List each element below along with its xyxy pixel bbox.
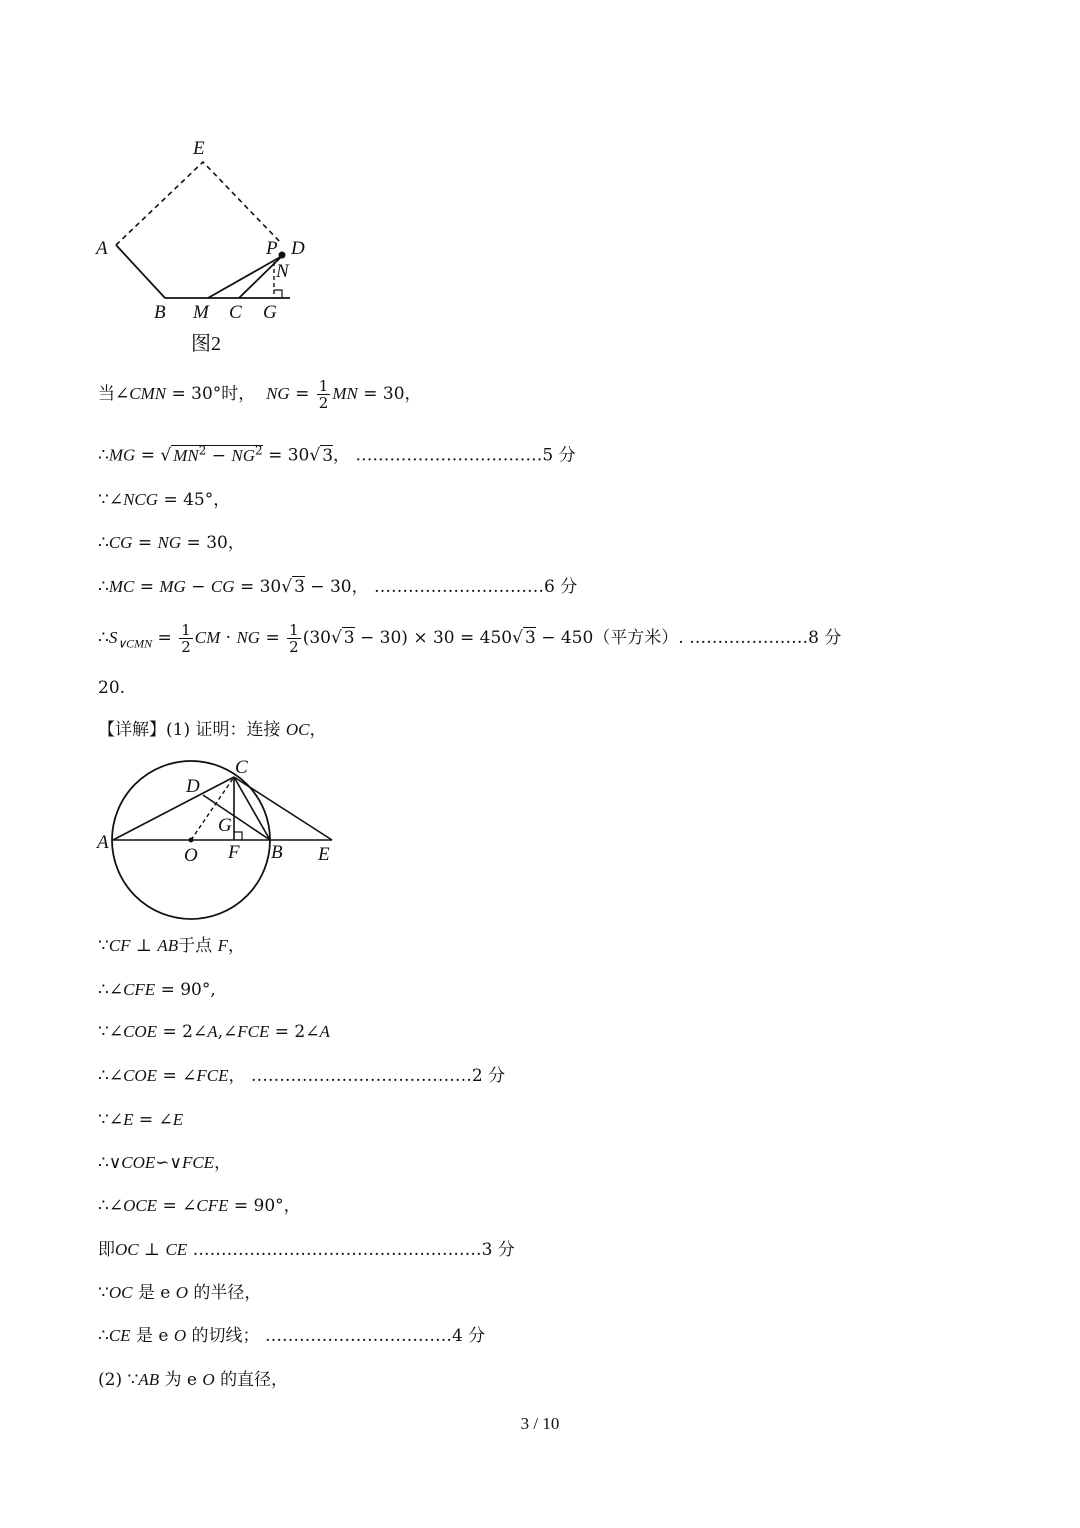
t: MC [108, 577, 135, 596]
t: = ∠ [162, 1066, 197, 1086]
t: OC [285, 720, 310, 739]
figure-2-pentagon [90, 130, 330, 360]
t: ， [228, 1066, 246, 1086]
t: 于点 [178, 936, 213, 956]
t: = 30 [239, 577, 282, 597]
t: S [108, 628, 118, 647]
label-D: D [291, 238, 305, 259]
t: O [175, 1283, 189, 1302]
point-P [279, 252, 286, 259]
label-F: F [228, 842, 240, 863]
t: ∴∠ [98, 980, 124, 1000]
t: NG [157, 533, 182, 552]
label-E: E [318, 844, 330, 865]
t: 3 [294, 577, 305, 597]
t: ， [333, 445, 351, 466]
t: A [319, 1022, 330, 1041]
fraction [287, 622, 301, 655]
leader-dots: ………………………………… [250, 1066, 472, 1086]
t: F [217, 936, 228, 955]
t: ∵ [98, 1283, 109, 1303]
label-A: A [97, 832, 109, 853]
t: OCE [123, 1196, 158, 1215]
t: 1 [289, 621, 299, 639]
t: ,∠ [217, 1022, 238, 1042]
line-8 [98, 718, 327, 742]
t: ， [227, 936, 245, 956]
t: ∵ [98, 936, 109, 956]
t: = [157, 628, 172, 648]
t: ， [214, 1153, 232, 1173]
label-E: E [193, 138, 205, 159]
figure-caption: 图2 [191, 333, 221, 355]
line-17 [98, 1281, 261, 1305]
t: NCG [123, 490, 159, 509]
t: (2) ∵ [98, 1370, 139, 1390]
t: − [191, 577, 206, 597]
t: = [137, 533, 153, 553]
t: ∴ [98, 1326, 109, 1346]
t: FCE [196, 1066, 229, 1085]
t: = 30°时， [171, 384, 256, 404]
line-4 [98, 531, 245, 555]
t: CM [194, 628, 221, 647]
question-number [98, 676, 125, 700]
t: = [265, 628, 280, 648]
t: 2 [318, 394, 329, 412]
t: COE [121, 1153, 156, 1172]
score: 8 分 [808, 628, 842, 648]
t: FCE [237, 1022, 270, 1041]
t: AB [138, 1370, 160, 1389]
line-3 [98, 488, 230, 512]
line-15 [98, 1194, 301, 1218]
label-C: C [229, 302, 242, 323]
t: 的切线； [191, 1326, 260, 1346]
t: ∴∠ [98, 1066, 124, 1086]
t: MG [108, 445, 136, 465]
line-11 [98, 1020, 330, 1044]
t: O [202, 1370, 215, 1389]
t: ∴∨ [98, 1153, 122, 1173]
t: − 450（平方米）. [535, 628, 684, 648]
label-G: G [218, 815, 232, 836]
t: NG [266, 384, 290, 403]
t: E [172, 1110, 184, 1129]
t: · [225, 628, 232, 648]
line-9 [98, 934, 245, 958]
t: ∽∨ [155, 1153, 182, 1173]
t: = 45°， [163, 490, 231, 510]
t: 2 [289, 638, 299, 656]
t: MN [332, 384, 358, 403]
label-A: A [96, 238, 108, 259]
t: MN [173, 445, 199, 465]
t: − 30， [304, 577, 369, 597]
t: CE [165, 1240, 188, 1259]
t: ∵∠ [98, 490, 124, 510]
figure-circle [92, 752, 342, 924]
sqrt-expression [171, 445, 262, 466]
t: COE [123, 1066, 158, 1085]
line-14 [98, 1151, 231, 1175]
t: ⊥ [135, 936, 152, 956]
t: ∵∠ [98, 1110, 124, 1130]
t: 是 e [135, 1326, 174, 1346]
t: 3 [343, 628, 355, 648]
t: = 30， [363, 384, 422, 404]
line-6: $\therefore S_{\vee CMN}$ = $\frac{1}{2}$ CM · NG = $\frac{1}{2}$ (30√ 3 − 30) × 30 = 450√ 3 − 450（平方米）. …………………8 分 [98, 621, 842, 656]
score: 5 分 [542, 445, 576, 466]
fraction [179, 622, 193, 655]
t: FCE [181, 1153, 215, 1172]
t: (30 [302, 628, 331, 648]
t: O [173, 1326, 187, 1345]
score: 6 分 [543, 577, 578, 597]
t: CG [108, 533, 133, 552]
label-G: G [263, 302, 277, 323]
score: 4 分 [451, 1326, 486, 1346]
line-CB [234, 777, 270, 840]
t: = [295, 384, 310, 404]
t: − [206, 445, 232, 466]
t: 2 [181, 638, 191, 656]
t: 【详解】(1) 证明：连接 [98, 720, 281, 740]
leader-dots: …………………………… [355, 445, 543, 466]
label-B: B [271, 842, 283, 863]
t: 2 [255, 443, 263, 457]
t: A [207, 1022, 218, 1041]
t: CF [108, 936, 131, 955]
label-C: C [235, 757, 248, 778]
t: CFE [123, 980, 156, 999]
t: NG [231, 445, 256, 465]
t: = [140, 445, 155, 466]
point-O [189, 838, 194, 843]
t: ⊥ [144, 1240, 161, 1260]
t: 的半径， [193, 1283, 262, 1303]
t: OC [108, 1283, 133, 1302]
t: = ∠ [138, 1110, 173, 1130]
line-12 [98, 1064, 505, 1088]
t: 是 e [137, 1283, 176, 1303]
right-angle-mark [274, 290, 282, 298]
t: MG [159, 577, 186, 596]
line-CE [234, 777, 332, 840]
t: ∴ [98, 533, 109, 553]
t: ∴∠ [98, 1196, 124, 1216]
label-D: D [186, 776, 200, 797]
t: = [139, 577, 154, 597]
t: = 30， [186, 533, 245, 553]
t: 即 [98, 1240, 115, 1260]
label-N: N [276, 261, 289, 282]
t: 20. [98, 678, 126, 698]
t: CMN [129, 384, 167, 403]
t: = 90°， [233, 1196, 301, 1216]
t: − 30) × 30 = 450 [354, 628, 513, 648]
line-AC [113, 777, 234, 840]
right-angle-mark [234, 832, 242, 840]
t: ∵∠ [98, 1022, 124, 1042]
line-13 [98, 1108, 183, 1132]
t: OC [115, 1240, 139, 1259]
t: ∨CMN [117, 636, 153, 651]
label-O: O [184, 845, 198, 866]
line-2: ∴MG = √ $MN^2 - NG^2 = 30√$ 3， ……………………………5 分 [98, 443, 576, 466]
score: 2 分 [471, 1066, 506, 1086]
line-5: ∴MC = MG − CG = 30√ 3 − 30， …………………………6 分 [98, 577, 578, 597]
t: 1 [181, 621, 191, 639]
t: 2 [198, 443, 207, 457]
dashed-roof [116, 162, 281, 245]
leader-dots: ………………………… [373, 577, 544, 597]
t: CFE [196, 1196, 229, 1215]
line-1 [98, 378, 422, 411]
leader-dots: ………………… [689, 628, 809, 648]
t: 的直径， [220, 1370, 289, 1390]
t: COE [123, 1022, 158, 1041]
leader-dots: …………………………………………… [192, 1240, 482, 1260]
line-19 [98, 1368, 288, 1392]
pentagon-base [116, 245, 290, 298]
t: ∴ [98, 577, 109, 597]
t: CE [108, 1326, 131, 1345]
t: 3 [524, 628, 536, 648]
t: E [123, 1110, 134, 1129]
leader-dots: …………………………… [264, 1326, 452, 1346]
score: 3 分 [481, 1240, 515, 1260]
t: CG [210, 577, 235, 596]
label-P: P [266, 238, 278, 259]
t: 为 e [164, 1370, 203, 1390]
t: NG [236, 628, 261, 647]
line-10 [98, 978, 216, 1002]
line-16 [98, 1238, 515, 1262]
t: = 2∠ [162, 1022, 208, 1042]
t: = 90°, [160, 980, 216, 1000]
t: = ∠ [162, 1196, 197, 1216]
t: ∴ [98, 445, 109, 466]
t: ， [309, 720, 327, 740]
label-B: B [154, 302, 166, 323]
t: 1 [318, 377, 329, 395]
page-number: 3 / 10 [520, 1414, 560, 1433]
t: = 2∠ [274, 1022, 320, 1042]
t: AB [157, 936, 179, 955]
t: 3 [322, 445, 334, 466]
line-18 [98, 1324, 485, 1348]
t: ∴ [98, 628, 109, 648]
fraction [317, 378, 331, 411]
t: = 30 [268, 445, 310, 466]
label-M: M [193, 302, 209, 323]
t: 当∠ [98, 384, 130, 404]
